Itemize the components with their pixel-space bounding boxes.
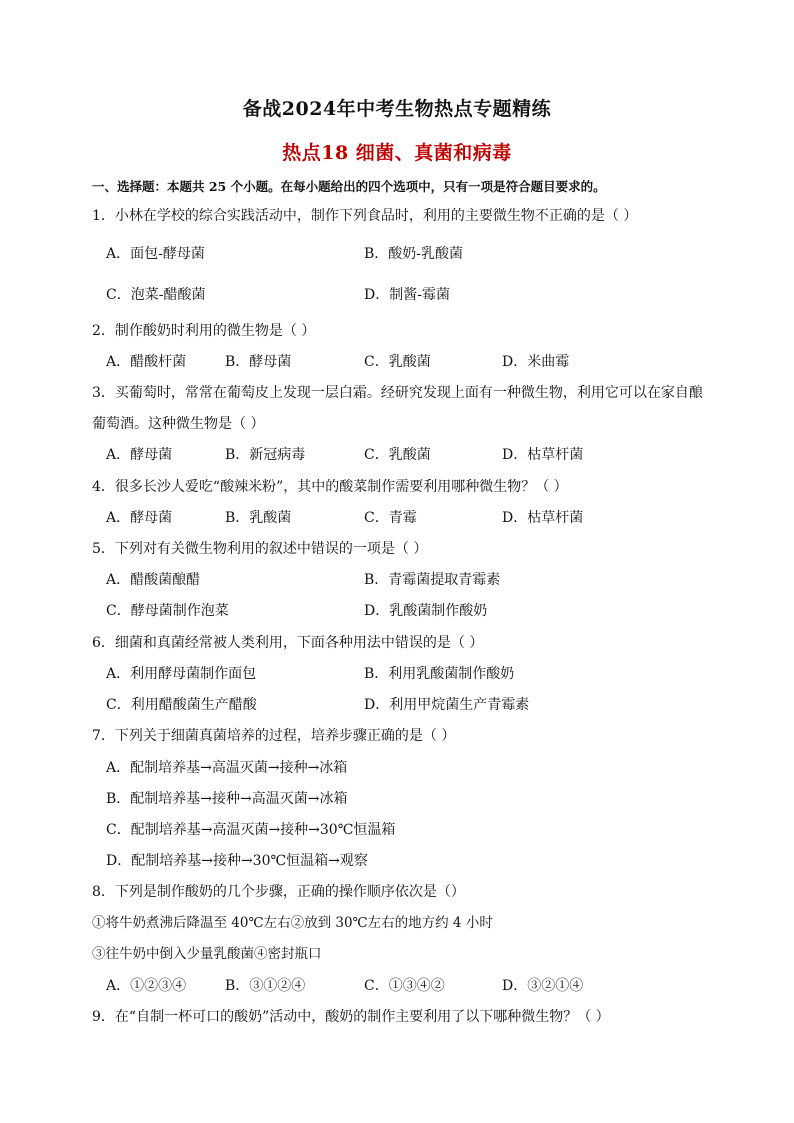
option-c: C．泡菜-醋酸菌	[106, 287, 206, 303]
option-d: D．③②①④	[502, 978, 584, 994]
question-stem: 6．细菌和真菌经常被人类利用，下面各种用法中错误的是（ ）	[92, 635, 484, 651]
question-stem: 1．小林在学校的综合实践活动中，制作下列食品时，利用的主要微生物不正确的是（ ）	[92, 208, 638, 224]
option-b: B．利用乳酸菌制作酸奶	[364, 666, 515, 682]
option-c: C．乳酸菌	[364, 447, 431, 463]
option-a: A．醋酸杆菌	[106, 354, 187, 370]
question-stem: 4．很多长沙人爱吃“酸辣米粉”，其中的酸菜制作需要利用哪种微生物？（ ）	[92, 479, 568, 495]
option-b: B．③①②④	[225, 978, 306, 994]
option-c: C．乳酸菌	[364, 354, 431, 370]
section-instruction: 一、选择题：本题共 25 个小题。在每小题给出的四个选项中，只有一项是符合题目要求的。	[92, 179, 606, 194]
page-subtitle: 热点18 细菌、真菌和病毒	[282, 142, 512, 164]
option-d: D．枯草杆菌	[502, 510, 584, 526]
question-stem: 7．下列关于细菌真菌培养的过程，培养步骤正确的是（ ）	[92, 728, 456, 744]
question-stem: 5．下列对有关微生物利用的叙述中错误的一项是（ ）	[92, 541, 428, 557]
option-a: A．配制培养基→高温灭菌→接种→冰箱	[106, 760, 348, 776]
option-c: C．配制培养基→高温灭菌→接种→30℃恒温箱	[106, 822, 396, 838]
page-title: 备战2024年中考生物热点专题精练	[242, 98, 552, 120]
option-b: B．新冠病毒	[225, 447, 306, 463]
question-extra-line: ③往牛奶中倒入少量乳酸菌④密封瓶口	[92, 946, 322, 962]
option-a: A．①②③④	[106, 978, 187, 994]
question-stem: 8．下列是制作酸奶的几个步骤，正确的操作顺序依次是（）	[92, 884, 465, 900]
option-a: A．面包-酵母菌	[106, 246, 205, 262]
option-b: B．青霉菌提取青霉素	[364, 572, 501, 588]
option-c: C．①③④②	[364, 978, 445, 994]
option-d: D．米曲霉	[502, 354, 570, 370]
option-d: D．制酱-霉菌	[364, 287, 450, 303]
question-stem: 3．买葡萄时，常常在葡萄皮上发现一层白霜。经研究发现上面有一种微生物，利用它可以在家自酿葡萄酒。这种微生物是（ ）	[92, 385, 703, 432]
option-c: C．酵母菌制作泡菜	[106, 603, 229, 619]
question-stem: 2．制作酸奶时利用的微生物是（ ）	[92, 323, 316, 339]
option-b: B．配制培养基→接种→高温灭菌→冰箱	[106, 791, 348, 807]
option-c: C．青霉	[364, 510, 417, 526]
option-a: A．酵母菌	[106, 510, 173, 526]
option-a: A．酵母菌	[106, 447, 173, 463]
option-b: B．酵母菌	[225, 354, 292, 370]
option-d: D．配制培养基→接种→30℃恒温箱→观察	[106, 853, 368, 869]
question-stem: 9．在“自制一杯可口的酸奶”活动中，酸奶的制作主要利用了以下哪种微生物？（ ）	[92, 1009, 610, 1025]
option-c: C．利用醋酸菌生产醋酸	[106, 697, 257, 713]
option-b: B．酸奶-乳酸菌	[364, 246, 464, 262]
option-a: A．醋酸菌酿醋	[106, 572, 201, 588]
option-d: D．乳酸菌制作酸奶	[364, 603, 488, 619]
option-b: B．乳酸菌	[225, 510, 292, 526]
option-d: D．利用甲烷菌生产青霉素	[364, 697, 530, 713]
option-a: A．利用酵母菌制作面包	[106, 666, 257, 682]
option-d: D．枯草杆菌	[502, 447, 584, 463]
question-extra-line: ①将牛奶煮沸后降温至 40℃左右②放到 30℃左右的地方约 4 小时	[92, 915, 493, 931]
